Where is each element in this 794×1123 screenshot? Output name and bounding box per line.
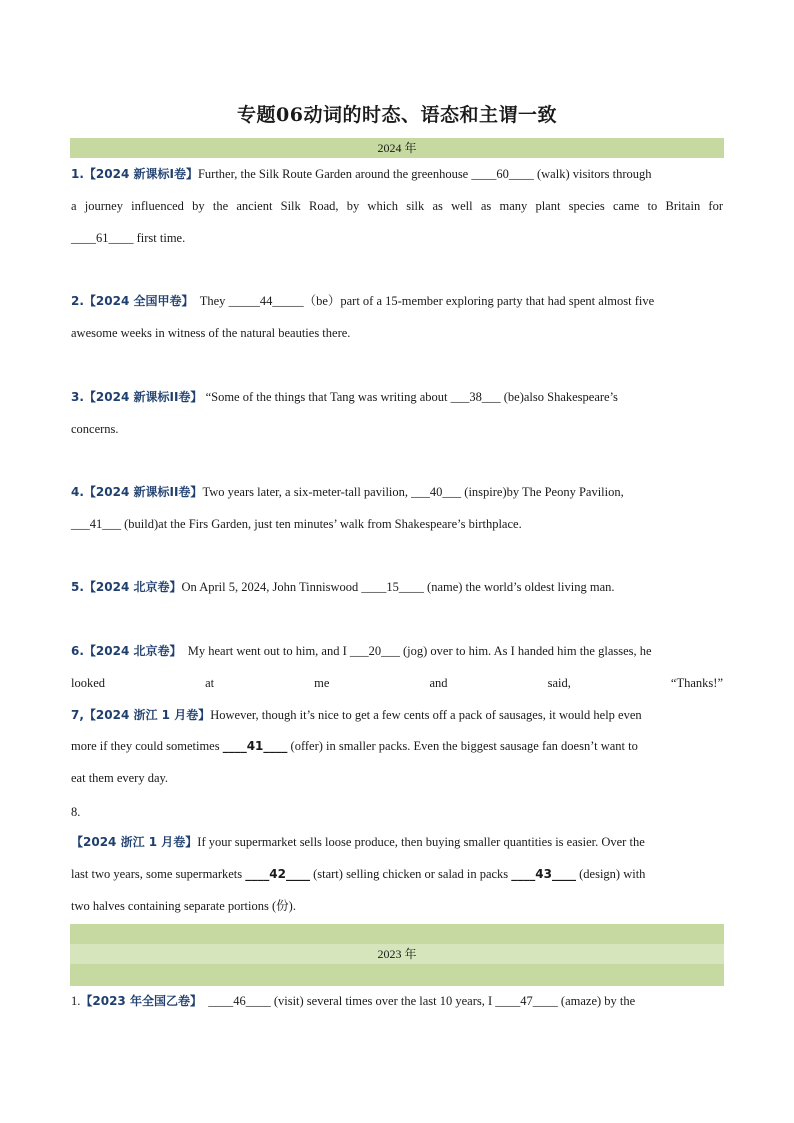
q4-number: 4.	[71, 485, 84, 499]
q1-source-tag: 【2024 新课标Ⅰ卷】	[83, 167, 198, 181]
blank-15: ____15____	[361, 580, 424, 594]
q2-text: They	[193, 294, 229, 308]
q4-line-1	[71, 483, 723, 501]
q2-number: 2.	[71, 294, 84, 308]
q2-source-tag: 【2024 全国甲卷】	[83, 294, 194, 308]
q4-text: (build)at the Firs Garden, just ten minutes’ walk from Shakespeare’s birthplace.	[121, 517, 522, 531]
q7-text: more if they could sometimes	[71, 739, 223, 753]
q8-text: (design) with	[576, 867, 646, 881]
q2023-1-number: 1.	[71, 994, 81, 1008]
section-label-2023: 2023 年	[377, 947, 417, 961]
q1-text: (walk) visitors through	[533, 167, 652, 181]
blank-44: _____44_____	[228, 294, 304, 308]
q2023-1-text: (visit) several times over the last 10 years, I	[270, 994, 496, 1008]
q7-line-1	[71, 706, 723, 724]
section-header-2023	[70, 924, 724, 986]
q8-source-tag: 【2024 浙江 1 月卷】	[71, 835, 198, 849]
q5-text: (name) the world’s oldest living man.	[423, 580, 615, 594]
q1-line-2: a journey influenced by the ancient Silk Road, by which silk as well as many plant species came to Britain for	[71, 199, 723, 213]
q6-line-1	[71, 642, 723, 660]
q8-line-1	[71, 833, 723, 851]
blank-41-b: ____41____	[222, 739, 288, 753]
q7-line-3: eat them every day.	[71, 771, 169, 785]
q3-line-1	[71, 388, 723, 406]
q3-source-tag: 【2024 新课标ⅠⅠ卷】	[83, 390, 203, 404]
q5-number: 5.	[71, 580, 84, 594]
blank-60: ____60____	[471, 167, 534, 181]
q3-text: “Some of the things that Tang was writing about	[202, 390, 451, 404]
blank-46: ____46____	[208, 994, 271, 1008]
q4-text: (inspire)by The Peony Pavilion,	[461, 485, 624, 499]
q2023-1-text: (amaze) by the	[557, 994, 636, 1008]
q4-source-tag: 【2024 新课标ⅠⅠ卷】	[83, 485, 203, 499]
q6-number: 6.	[71, 644, 84, 658]
q1-line-1	[71, 165, 723, 183]
q1-text: first time.	[133, 231, 186, 245]
q2-line-2: awesome weeks in witness of the natural beauties there.	[71, 326, 351, 340]
page-title: 专题06动词的时态、语态和主谓一致	[237, 104, 557, 126]
q1-text: Further, the Silk Route Garden around the greenhouse	[197, 167, 472, 181]
q7-text: However, though it’s nice to get a few cents off a pack of sausages, it would help even	[210, 708, 642, 722]
q8-text: last two years, some supermarkets	[71, 867, 246, 881]
q2-line-1	[71, 292, 723, 310]
blank-38: ___38___	[450, 390, 501, 404]
q6-text: (jog) over to him. As I handed him the glasses, he	[399, 644, 652, 658]
q7-text: (offer) in smaller packs. Even the biggest sausage fan doesn’t want to	[287, 739, 638, 753]
q5-text: On April 5, 2024, John Tinniswood	[181, 580, 362, 594]
q1-number: 1.	[71, 167, 84, 181]
q7-number: 7,	[71, 708, 84, 722]
q2-text: （be）part of a 15-member exploring party that had spent almost five	[303, 294, 655, 308]
q2023-1-line-1	[71, 992, 723, 1010]
q8-text: (start) selling chicken or salad in packs	[309, 867, 512, 881]
blank-43: ____43____	[511, 867, 576, 881]
q7-line-2	[71, 737, 723, 755]
q4-text: Two years later, a six-meter-tall pavilion,	[202, 485, 412, 499]
section-header-2024: 2024 年	[70, 138, 724, 158]
q6-line-2: looked at me and said, “Thanks!”	[71, 676, 723, 690]
q8-number: 8.	[71, 805, 81, 819]
blank-47: ____47____	[495, 994, 558, 1008]
q1-line-3	[71, 229, 723, 247]
q3-line-2: concerns.	[71, 422, 119, 436]
blank-42: ____42____	[245, 867, 310, 881]
q8-text: If your supermarket sells loose produce, then buying smaller quantities is easier. Over the	[197, 835, 645, 849]
q8-line-3: two halves containing separate portions (份).	[71, 899, 296, 913]
q3-number: 3.	[71, 390, 84, 404]
q3-text: (be)also Shakespeare’s	[500, 390, 618, 404]
q5-source-tag: 【2024 北京卷】	[83, 580, 182, 594]
blank-20: ___20___	[349, 644, 400, 658]
q4-line-2	[71, 515, 723, 533]
blank-41: ___41___	[71, 517, 121, 531]
blank-40: ___40___	[411, 485, 462, 499]
q6-source-tag: 【2024 北京卷】	[83, 644, 182, 658]
blank-61: ____61____	[71, 231, 134, 245]
q6-text: My heart went out to him, and I	[181, 644, 350, 658]
q8-line-2	[71, 865, 723, 883]
q7-source-tag: 【2024 浙江 1 月卷】	[83, 708, 211, 722]
q2023-1-source-tag: 【2023 年全国乙卷】	[80, 994, 202, 1008]
q5-line-1	[71, 578, 723, 596]
